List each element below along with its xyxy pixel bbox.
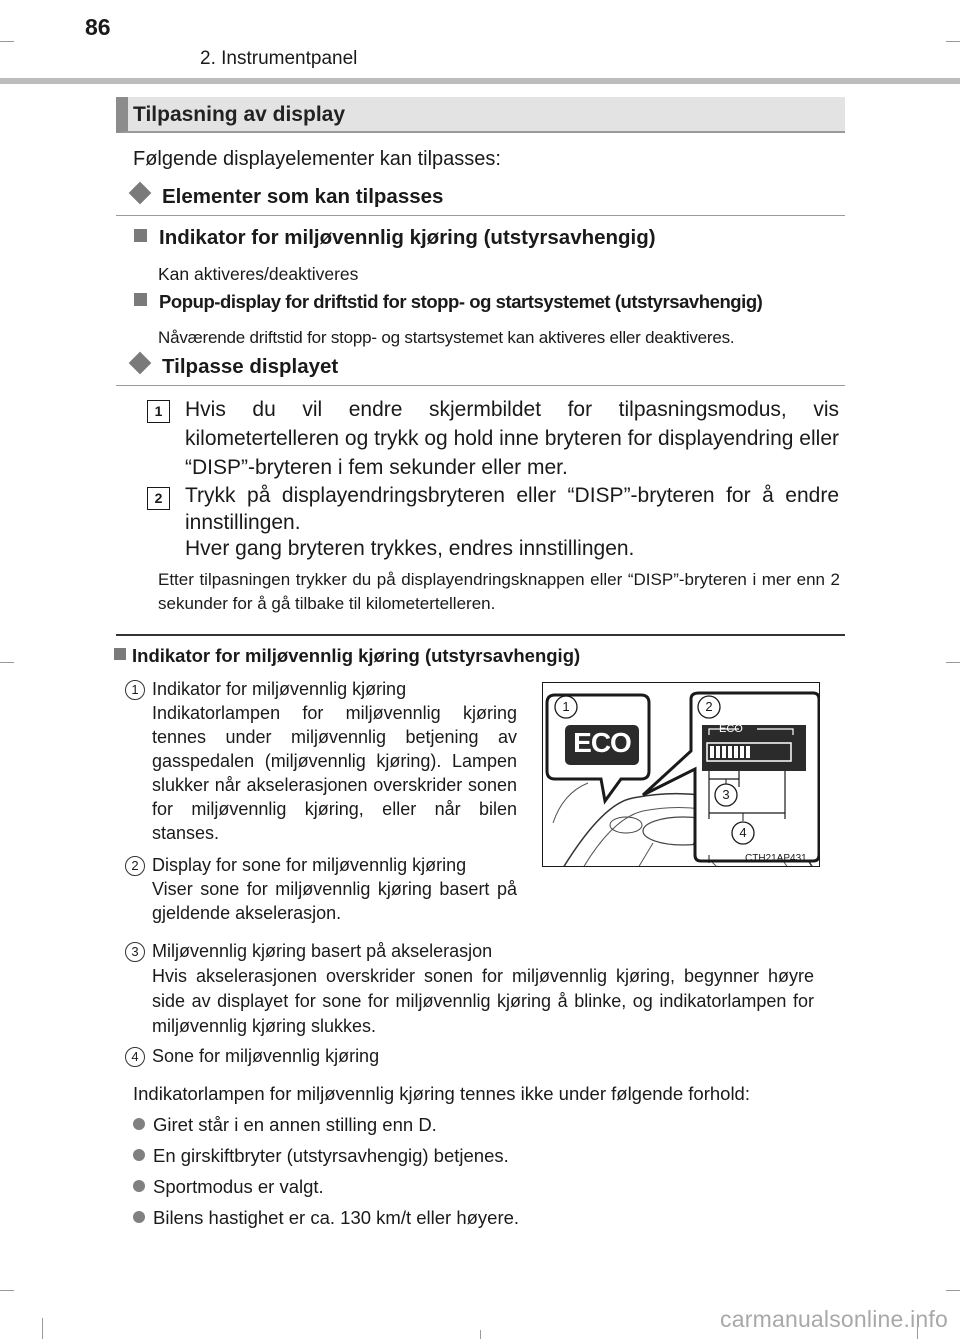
header-rule	[0, 78, 960, 84]
callout-number: 3	[125, 942, 145, 962]
conditions-intro: Indikatorlampen for miljøvennlig kjøring tennes ikke under følgende forhold:	[133, 1083, 750, 1104]
eco-item-title: Display for sone for miljøvennlig kjøring	[152, 855, 467, 875]
condition-item: Giret står i en annen stilling enn D.	[133, 1114, 437, 1136]
square-bullet-icon	[114, 648, 126, 660]
divider	[116, 215, 845, 216]
bullet-icon	[133, 1149, 145, 1161]
eco-item-title: Sone for miljøvennlig kjøring	[152, 1046, 380, 1066]
item-description: Nåværende driftstid for stopp- og startsystemet kan aktiveres eller deaktiveres.	[158, 328, 735, 347]
divider	[116, 385, 845, 386]
eco-label-large: ECO	[573, 727, 631, 758]
section-title: Tilpasning av display	[133, 103, 346, 126]
figure-callout: 1	[562, 699, 570, 714]
item-heading: Indikator for miljøvennlig kjøring (utstyrsavhengig)	[134, 226, 656, 250]
step-text: Hvis du vil endre skjermbildet for tilpasningsmodus, vis kilometertelleren og trykk og hold inne bryteren for displayendring eller “DISP”-bryteren i fem sekunder eller mer.	[185, 398, 839, 479]
crop-mark	[0, 1290, 14, 1291]
diamond-icon	[129, 182, 152, 205]
item-heading: Popup-display for driftstid for stopp- og startsystemet (utstyrsavhengig)	[134, 291, 762, 313]
page-number: 86	[85, 14, 111, 40]
section-intro: Følgende displayelementer kan tilpasses:	[133, 148, 501, 170]
figure-callout: 3	[722, 787, 730, 802]
chapter-title: 2. Instrumentpanel	[200, 48, 358, 69]
section-divider	[116, 634, 845, 636]
bullet-icon	[133, 1211, 145, 1223]
eco-item-title: Indikator for miljøvennlig kjøring	[152, 679, 407, 699]
crop-mark	[946, 662, 960, 663]
eco-item-body: Indikatorlampen for miljøvennlig kjøring tennes under miljøvennlig betjening av gasspedalen (miljøvennlig kjøring). Lampen slukker når akselerasjonen overskrider sonen for miljøvennlig kjøring, eller når bilen stanses.	[152, 703, 517, 843]
bullet-icon	[133, 1180, 145, 1192]
callout-number: 4	[125, 1047, 145, 1067]
figure-code: CTH21AP431	[745, 853, 807, 864]
step-text: Trykk på displayendringsbryteren eller “DISP”-bryteren for å endre innstillingen.	[185, 484, 839, 534]
eco-heading: Indikator for miljøvennlig kjøring (utstyrsavhengig)	[114, 645, 580, 667]
condition-item: Bilens hastighet er ca. 130 km/t eller høyere.	[133, 1207, 519, 1229]
figure-callout: 4	[739, 825, 747, 840]
item-description: Kan aktiveres/deaktiveres	[158, 264, 359, 284]
eco-item	[152, 939, 814, 1039]
step-number: 2	[147, 487, 170, 510]
figure-callout: 2	[705, 699, 713, 714]
crop-mark	[946, 1290, 960, 1291]
subheading-customize: Tilpasse displayet	[132, 355, 338, 379]
condition-item: Sportmodus er valgt.	[133, 1176, 324, 1198]
crop-mark	[946, 41, 960, 42]
step-text-continued: Hver gang bryteren trykkes, endres innstillingen.	[185, 537, 635, 560]
eco-item	[152, 853, 517, 925]
step-number: 1	[147, 400, 170, 423]
callout-number: 1	[125, 680, 145, 700]
callout-number: 2	[125, 856, 145, 876]
eco-indicator-figure	[542, 682, 820, 867]
crop-mark	[0, 662, 14, 663]
eco-label-small: ECO	[719, 723, 743, 735]
subheading-elements: Elementer som kan tilpasses	[132, 185, 443, 209]
eco-item-body: Viser sone for miljøvennlig kjøring basert på gjeldende akselerasjon.	[152, 879, 517, 923]
eco-item	[152, 677, 517, 845]
square-bullet-icon	[134, 293, 147, 306]
dashboard-illustration	[543, 683, 820, 867]
condition-item: En girskiftbryter (utstyrsavhengig) betjenes.	[133, 1145, 509, 1167]
eco-item-body: Hvis akselerasjonen overskrider sonen for miljøvennlig kjøring, begynner høyre side av displayet for sone for miljøvennlig kjøring å blinke, og indikatorlampen for miljøvennlig kjøring slukkes.	[152, 966, 814, 1036]
eco-item-title: Miljøvennlig kjøring basert på akselerasjon	[152, 941, 493, 961]
bullet-icon	[133, 1118, 145, 1130]
customize-note: Etter tilpasningen trykker du på displayendringsknappen eller “DISP”-bryteren i mer enn 2 sekunder for å gå tilbake til kilometertelleren.	[158, 570, 840, 613]
watermark: carmanualsonline.info	[720, 1306, 948, 1332]
square-bullet-icon	[134, 229, 147, 242]
crop-mark	[42, 1318, 43, 1339]
crop-mark	[0, 41, 14, 42]
diamond-icon	[129, 352, 152, 375]
crop-mark	[480, 1330, 481, 1339]
